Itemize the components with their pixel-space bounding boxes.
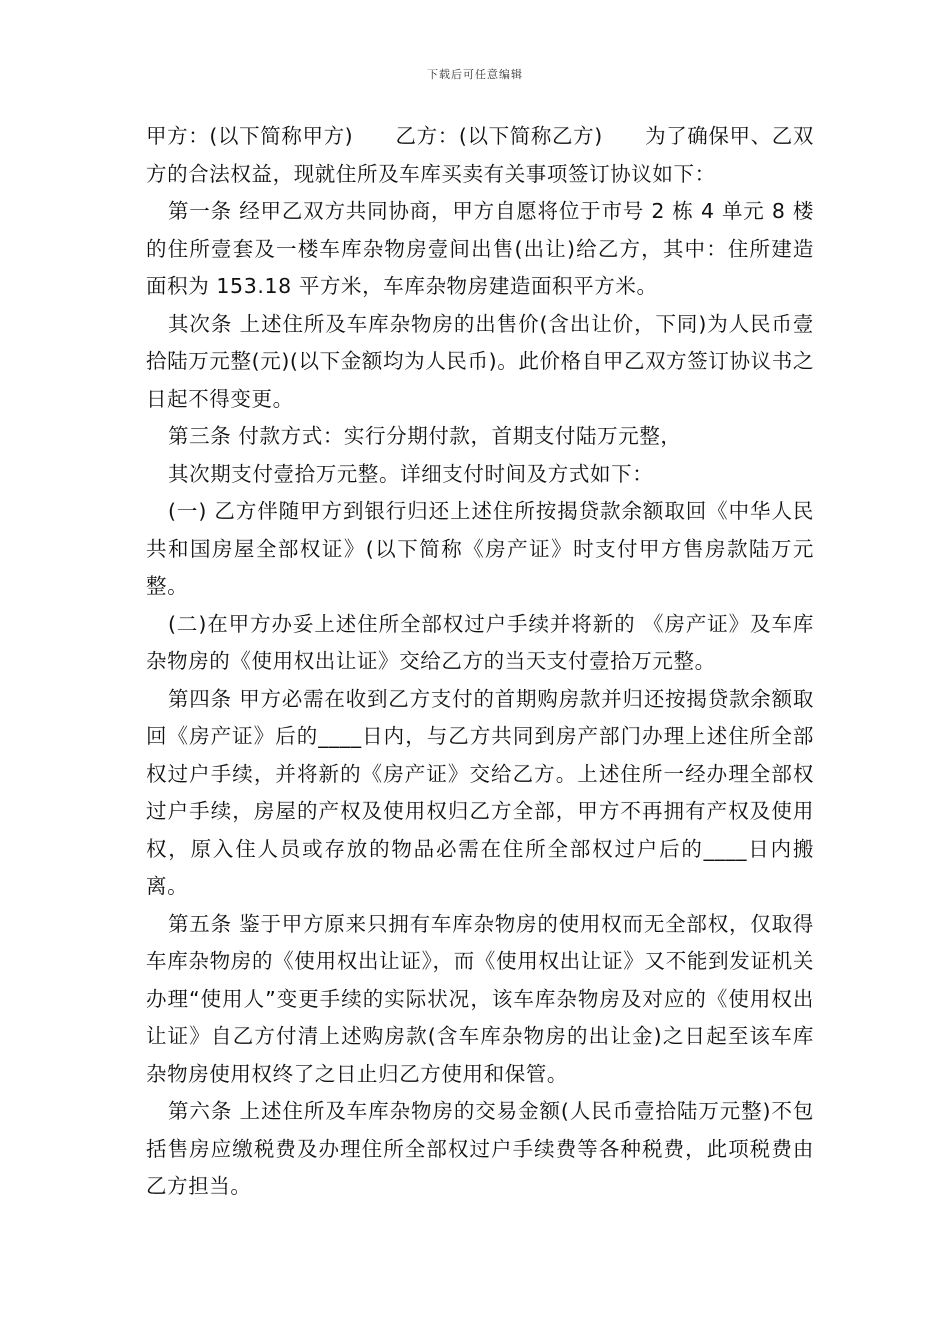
article-5: 第五条 鉴于甲方原来只拥有车库杂物房的使用权而无全部权，仅取得车库杂物房的《使用权出让证》，而《使用权出让证》又不能到发证机关办理“使用人”变更手续的实际状况，该车库杂物房及对应的《使用权出让证》自乙方付清上述购房款(含车库杂物房的出让金)之日起至该车库杂物房使用权终了之日止归乙方使用和保管。 (146, 911, 814, 1086)
article-6: 第六条 上述住所及车库杂物房的交易金额(人民币壹拾陆万元整)不包括售房应缴税费及办理住所全部权过户手续费等各种税费，此项税费由乙方担当。 (146, 1099, 814, 1198)
article-4: 第四条 甲方必需在收到乙方支付的首期购房款并归还按揭贷款余额取回《房产证》后的____日内，与乙方共同到房产部门办理上述住所全部权过户手续，并将新的《房产证》交给乙方。上述住所一经办理全部权过户手续，房屋的产权及使用权归乙方全部，甲方不再拥有产权及使用权，原入住人员或存放的物品必需在住所全部权过户后的____日内搬离。 (146, 686, 814, 898)
article-1: 第一条 经甲乙双方共同协商，甲方自愿将位于市号 2 栋 4 单元 8 楼的住所壹套及一楼车库杂物房壹间出售(出让)给乙方，其中：住所建造面积为 153.18 平方米，车库杂物房建造面积平方米。 (146, 199, 814, 298)
article-3-item-1: (一) 乙方伴随甲方到银行归还上述住所按揭贷款余额取回《中华人民共和国房屋全部权证》(以下简称《房产证》时支付甲方售房款陆万元整。 (146, 499, 814, 598)
article-3-item-2: (二)在甲方办妥上述住所全部权过户手续并将新的 《房产证》及车库杂物房的《使用权出让证》交给乙方的当天支付壹拾万元整。 (146, 611, 814, 673)
article-3: 第三条 付款方式：实行分期付款，首期支付陆万元整， (168, 424, 682, 448)
contract-preamble: 甲方：(以下简称甲方) 乙方：(以下简称乙方) 为了确保甲、乙双方的合法权益，现就住所及车库买卖有关事项签订协议如下： (146, 124, 814, 186)
article-3-continued: 其次期支付壹拾万元整。详细支付时间及方式如下： (168, 461, 654, 486)
page-header-note: 下载后可任意编辑 (427, 68, 523, 81)
contract-body (146, 118, 814, 1206)
article-2: 其次条 上述住所及车库杂物房的出售价(含出让价，下同)为人民币壹拾陆万元整(元)(以下金额均为人民币)。此价格自甲乙双方签订协议书之日起不得变更。 (146, 311, 814, 411)
